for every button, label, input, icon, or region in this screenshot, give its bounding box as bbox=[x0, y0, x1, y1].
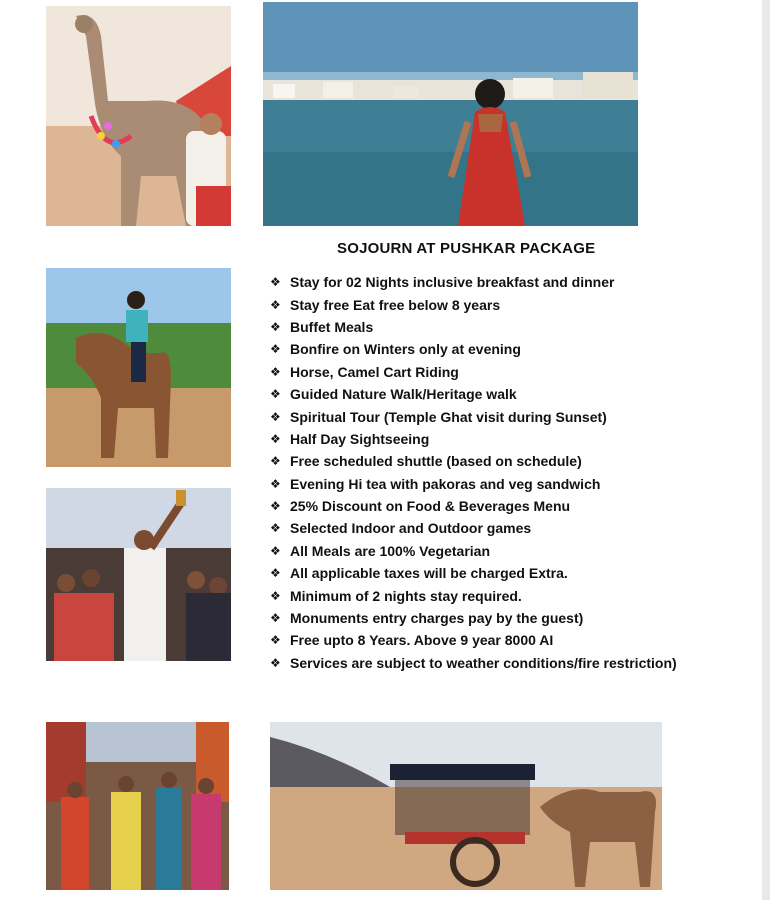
diamond-bullet-icon: ❖ bbox=[270, 521, 281, 536]
feature-text: Half Day Sightseeing bbox=[290, 430, 430, 447]
feature-text: 25% Discount on Food & Beverages Menu bbox=[290, 498, 571, 515]
list-item bbox=[270, 271, 677, 293]
feature-text: Bonfire on Winters only at evening bbox=[290, 341, 521, 358]
list-item bbox=[270, 450, 677, 472]
camel-cart-photo bbox=[270, 722, 662, 890]
list-item bbox=[270, 293, 677, 315]
diamond-bullet-icon: ❖ bbox=[270, 655, 281, 670]
list-item bbox=[270, 338, 677, 360]
feature-text: Monuments entry charges pay by the guest) bbox=[290, 610, 584, 627]
diamond-bullet-icon: ❖ bbox=[270, 364, 281, 379]
aarti-ceremony-photo bbox=[46, 488, 231, 661]
diamond-bullet-icon: ❖ bbox=[270, 387, 281, 402]
feature-text: All applicable taxes will be charged Extra. bbox=[290, 565, 568, 582]
diamond-bullet-icon: ❖ bbox=[270, 611, 281, 626]
camel-photo bbox=[46, 6, 231, 226]
diamond-bullet-icon: ❖ bbox=[270, 319, 281, 334]
pushkar-lake-photo bbox=[263, 2, 638, 226]
diamond-bullet-icon: ❖ bbox=[270, 588, 281, 603]
list-item bbox=[270, 517, 677, 539]
list-item bbox=[270, 629, 677, 651]
list-item bbox=[270, 584, 677, 606]
feature-text: Free scheduled shuttle (based on schedule) bbox=[290, 453, 582, 470]
feature-text: Spiritual Tour (Temple Ghat visit during Sunset) bbox=[290, 408, 607, 425]
feature-text: Stay free Eat free below 8 years bbox=[290, 296, 501, 313]
feature-text: Free upto 8 Years. Above 9 year 8000 AI bbox=[290, 632, 554, 649]
feature-text: Horse, Camel Cart Riding bbox=[290, 363, 459, 380]
diamond-bullet-icon: ❖ bbox=[270, 499, 281, 514]
list-item bbox=[270, 428, 677, 450]
diamond-bullet-icon: ❖ bbox=[270, 454, 281, 469]
list-item bbox=[270, 652, 677, 674]
feature-text: Stay for 02 Nights inclusive breakfast and dinner bbox=[290, 274, 615, 291]
diamond-bullet-icon: ❖ bbox=[270, 476, 281, 491]
feature-text: Minimum of 2 nights stay required. bbox=[290, 587, 522, 604]
diamond-bullet-icon: ❖ bbox=[270, 275, 281, 290]
feature-text: Guided Nature Walk/Heritage walk bbox=[290, 386, 517, 403]
diamond-bullet-icon: ❖ bbox=[270, 297, 281, 312]
list-item bbox=[270, 495, 677, 517]
diamond-bullet-icon: ❖ bbox=[270, 633, 281, 648]
diamond-bullet-icon: ❖ bbox=[270, 342, 281, 357]
list-item bbox=[270, 361, 677, 383]
list-item bbox=[270, 405, 677, 427]
feature-text: Selected Indoor and Outdoor games bbox=[290, 520, 532, 537]
list-item bbox=[270, 473, 677, 495]
horse-riding-photo bbox=[46, 268, 231, 467]
diamond-bullet-icon: ❖ bbox=[270, 566, 281, 581]
list-item bbox=[270, 383, 677, 405]
feature-text: Evening Hi tea with pakoras and veg sandwich bbox=[290, 475, 601, 492]
package-title: SOJOURN AT PUSHKAR PACKAGE bbox=[337, 240, 596, 257]
page-edge-shadow bbox=[762, 0, 770, 900]
street-market-photo bbox=[46, 722, 229, 890]
list-item bbox=[270, 562, 677, 584]
diamond-bullet-icon: ❖ bbox=[270, 543, 281, 558]
list-item bbox=[270, 607, 677, 629]
feature-list bbox=[270, 271, 677, 674]
list-item bbox=[270, 316, 677, 338]
feature-text: Buffet Meals bbox=[290, 318, 374, 335]
feature-text: All Meals are 100% Vegetarian bbox=[290, 542, 490, 559]
diamond-bullet-icon: ❖ bbox=[270, 431, 281, 446]
feature-text: Services are subject to weather conditions/fire restriction) bbox=[290, 654, 677, 671]
list-item bbox=[270, 540, 677, 562]
diamond-bullet-icon: ❖ bbox=[270, 409, 281, 424]
